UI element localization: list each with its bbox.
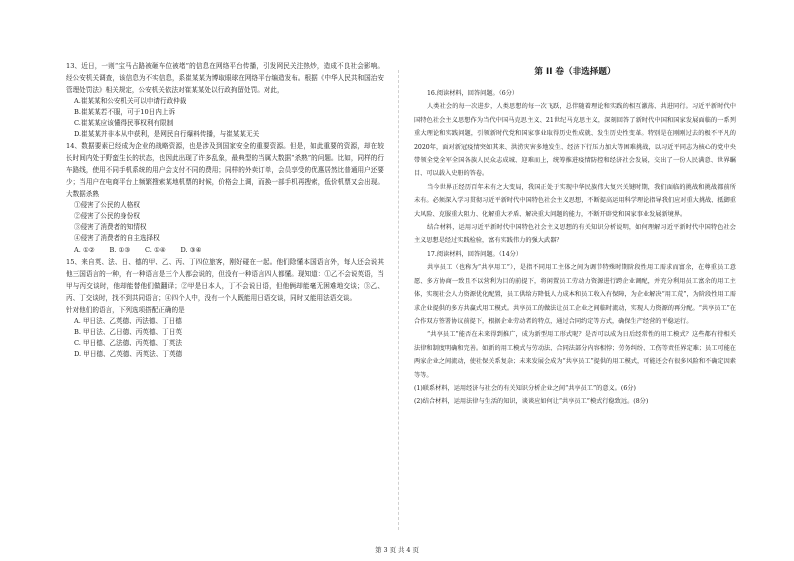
q15-option-b: B. 甲日法、乙日德、丙英德、丁日英 bbox=[74, 328, 182, 336]
q14-statement-1: ①侵害了公民的人格权 bbox=[74, 201, 140, 209]
q14-choices bbox=[66, 244, 384, 256]
q15-prompt: 针对他们的语言，下列选项搭配正确的是 bbox=[66, 306, 185, 314]
q15-option-c: C. 甲日德、乙法德、丙英德、丁英法 bbox=[74, 339, 182, 347]
q14-choice-d: D. ③④ bbox=[180, 246, 202, 254]
q14-statement-4: ④侵害了消费者的自主选择权 bbox=[74, 234, 160, 242]
question-15 bbox=[66, 256, 384, 360]
q14-statement-3: ③侵害了消费者的知情权 bbox=[74, 223, 147, 231]
question-13 bbox=[66, 60, 384, 140]
q16-head: 16.阅读材料，回答问题。（6分） bbox=[427, 90, 519, 97]
page-number: 第 3 页 共 4 页 bbox=[375, 546, 419, 554]
section-title: 第 II 卷（非选择题） bbox=[534, 67, 616, 77]
question-14 bbox=[66, 140, 384, 256]
q15-option-a: A. 甲日法、乙英德、丙法德、丁日德 bbox=[74, 317, 182, 325]
q16-question: 结合材料，运用习近平新时代中国特色社会主义思想的有关知识分析说明，如何理解习近平新时代中国特色社会主义思想是经过实践检验，富有实践伟力的强大武器？ bbox=[414, 224, 736, 245]
q15-option-d: D. 甲日德、乙英德、丙英法、丁英德 bbox=[74, 350, 183, 358]
q14-stem: 14、数据要素已经成为企业的战略资源，也是涉及到国家安全的重要资源。但是，如此重要的资源，却在较长时间内处于野蛮生长的状态，也因此出现了许多乱象，最典型的当属大数据“杀熟”的问题。比如，同样的行车路线，使用不同手机系统的用户会支付不同的费用；同样的外卖订单，会员享受的优惠居然比普通用户还要少；当用户在电商平台上频繁搜索某地机票的时候，价格会上调，而换一部手机再搜索，低价机票又会出现。大数据杀熟 bbox=[66, 142, 384, 198]
q17-paragraph-1: 共享员工（也称为“共享用工”），是指不同用工主体之间为调节特殊时期阶段性用工需求而富余，在尊重员工意愿、多方协商一致且不以营利为目的前提下，将闲置员工劳动力资源进行跨企业调配，并充分利用员工富余的用工主体，实现社会人力资源优化配置，员工供给方降低人力成本和员工收入有保障，为企业解决“用工荒”，为阶段性用工需求企业提供的多方共赢式用工模式。共享员工的做法让员工企业之间临时流动，实现人力资源的再分配。“共享员工”在合作双方签署协议前提下，根据企业劳动者的特点，通过合同约定等方式，确保生产经营的平稳运行。 bbox=[414, 264, 736, 325]
q13-stem: 13、近日，一则“宝马占路被砸车位被堵”的信息在网络平台传播，引发网民关注热炒，造成不良社会影响。经公安机关调查，该信息为不实信息，系崔某某为博取眼球在网络平台编造发布。根据《中华人民共和国治安管理处罚法》相关规定，公安机关依法对崔某某处以行政拘留处罚。对此， bbox=[66, 62, 384, 94]
q16-paragraph-1: 人类社会的每一次进步，人类思想的每一次飞跃，总伴随着理论和实践的相互激荡、共进同行。习近平新时代中国特色社会主义思想作为当代中国马克思主义、21世纪马克思主义，深刻回答了新时代中国和国家发展面临的一系列重大理论和实践问题，引领新时代党和国家事业取得历史性成就、发生历史性变革。特别是在刚刚过去的极不平凡的2020年，面对新冠疫情突如其来、洪涝灾害多地发生、经济下行压力加大等困难挑战，以习近平同志为核心的党中央带领全党全军全国各族人民众志成城、迎难而上，统筹推进疫情防控和经济社会发展，交出了一份人民满意、世界瞩目、可以载入史册的答卷。 bbox=[414, 103, 736, 178]
column-divider bbox=[398, 70, 399, 530]
q14-choice-b: B. ①③ bbox=[109, 246, 131, 254]
right-column bbox=[414, 60, 736, 409]
left-column bbox=[66, 60, 384, 360]
q13-option-a: A.崔某某和公安机关可以申请行政仲裁 bbox=[74, 97, 187, 105]
q14-statement-2: ②侵害了公民的身份权 bbox=[74, 212, 140, 220]
question-17 bbox=[414, 248, 736, 409]
q17-paragraph-2: “共享员工”能否在未来得到推广，成为新型用工形式呢？是否可以成为日后经常性的用工模式？这些都有待相关法律和制度明确和完善。如新的用工模式与劳动法、合同法部分内容相悖；劳务纠纷、工伤等责任界定难；员工可能在两家企业之间流动，使社保关系复杂；未来发展会成为“共享员工”提供的用工模式，可能还会有很多风险和不确定因素等等。 bbox=[414, 331, 736, 379]
q15-stem: 15、来自英、法、日、德的甲、乙、丙、丁四位旅客，刚好碰在一起。他们除懂本国语言外，每人还会说其他三国语言的一种，有一种语言是三个人都会说的，但没有一种语言四人都懂。现知道：①乙不会说英语，当甲与丙交谈时，他却能替他们做翻译；②甲是日本人，丁不会说日语，但他俩却能毫无困难地交谈；③乙、丙、丁交谈时，找不到共同语言；④四个人中，没有一个人既能用日语交谈，同时又能用法语交谈。 bbox=[66, 258, 384, 302]
q14-choice-a: A. ①② bbox=[74, 246, 95, 254]
q16-paragraph-2: 当今世界正经历百年未有之大变局，我国正处于实现中华民族伟大复兴关键时期，我们面临的挑战和挑战都前所未有。必须深入学习贯彻习近平新时代中国特色社会主义思想，不断提高运用科学理论指导我们应对重大挑战、抵御重大风险、克服重大阻力、化解重大矛盾、解决重大问题的能力，不断开辟党和国家事业发展新境界。 bbox=[414, 183, 736, 218]
q13-option-d: D.崔某某并非本从中获利，是网民自行爆料传播，与崔某某无关 bbox=[74, 130, 260, 138]
q13-option-b: B.崔某某若不服，可于10日内上诉 bbox=[74, 108, 176, 116]
q17-subquestion-1: (1)联系材料，运用经济与社会的有关知识分析企业之间“共享员工”的意义。(6分) bbox=[414, 384, 636, 392]
q14-choice-c: C. ①④ bbox=[145, 246, 166, 254]
question-16 bbox=[414, 87, 736, 248]
q17-subquestion-2: (2)结合材料，运用法律与生活的知识，谈谈应如何让“共享员工”模式行稳致远。(8分) bbox=[414, 398, 649, 406]
q13-option-c: C.崔某某应该懂得民事权利有限制 bbox=[74, 119, 174, 127]
q17-head: 17.阅读材料，回答问题。（14分） bbox=[427, 250, 523, 258]
